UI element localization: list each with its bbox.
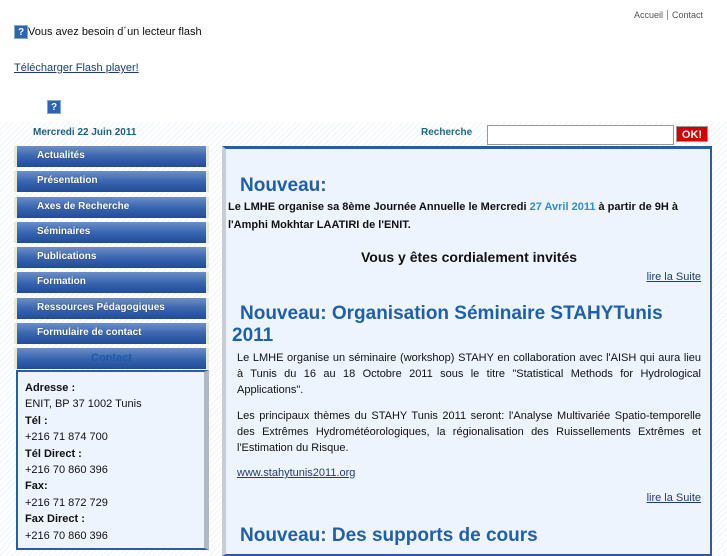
contact-box [16,370,209,550]
tel-value: +216 71 874 700 [25,431,108,444]
news-text-part: Le LMHE organise sa 8ème Journée Annuelle le Mercredi [228,201,530,213]
nav-seminaires[interactable]: Séminaires [14,222,209,243]
nav-publications[interactable]: Publications [14,247,209,268]
tel-label: Tél : [25,414,48,427]
contact-heading: Contact [14,348,209,369]
fax-direct-value: +216 70 860 396 [25,529,108,542]
read-more-link[interactable]: lire la Suite [646,271,701,283]
news-panel [222,146,712,556]
accueil-link[interactable]: Accueil [633,10,663,20]
news-text-part: à partir de 9H à l'Amphi Mokhtar LAATIRI de l'ENIT. [228,201,678,231]
download-flash-link[interactable]: Télécharger Flash player! [14,62,139,74]
tel-direct-value: +216 70 860 396 [25,464,108,477]
search-label: Recherche [421,127,473,138]
contact-link[interactable]: Contact [671,10,703,20]
missing-plugin-icon: ? [47,100,61,114]
missing-plugin-icon: ? [14,25,28,39]
search-input[interactable] [487,125,674,145]
flash-message: Vous avez besoin d´un lecteur flash [28,26,202,38]
flash-notice [14,25,202,39]
nav-presentation[interactable]: Présentation [14,171,209,192]
search-button[interactable]: OK! [676,126,708,142]
adresse-label: Adresse : [25,382,76,394]
top-links [634,10,703,20]
fax-value: +216 71 872 729 [25,496,108,509]
nav-ressources-pedagogiques[interactable]: Ressources Pédagogiques [14,298,209,319]
invitation-text: Vous y êtes cordialement invités [360,249,578,265]
news-date: 27 Avril 2011 [529,201,596,213]
header [0,0,727,122]
nav-actualites[interactable]: Actualités [14,146,209,167]
news-paragraph: Le LMHE organise un séminaire (workshop) STAHY en collaboration avec l'AISH qui aura lieu à Tunis du 16 au 18 Octobre 2011 sous le titre "Statistical Methods for Hydrological Applications". [237,352,701,396]
tel-direct-label: Tél Direct : [25,447,82,460]
news-title: Nouveau: Organisation Séminaire STAHYTunis 2011 [232,303,663,346]
news-title: Nouveau: [240,175,327,196]
adresse-value: ENIT, BP 37 1002 Tunis [25,398,142,411]
news-paragraph: Les principaux thèmes du STAHY Tunis 2011 seront: l'Analyse Multivariée Spatio-temporelle des Extrêmes Hydrométéorologiques, la régionalisation des Ruissellements Extrêmes et l'Estimation du Risque. [237,410,701,454]
sidebar-nav [14,146,209,369]
stahy-website-link[interactable]: www.stahytunis2011.org [237,467,356,479]
news-title: Nouveau: Des supports de cours [240,525,538,546]
nav-axes-de-recherche[interactable]: Axes de Recherche [14,197,209,218]
fax-direct-label: Fax Direct : [25,513,85,526]
nav-formation[interactable]: Formation [14,272,209,293]
fax-label: Fax: [25,480,48,493]
news-text [228,198,680,234]
nav-formulaire-contact[interactable]: Formulaire de contact [14,323,209,344]
read-more-link[interactable]: lire la Suite [646,492,701,504]
current-date: Mercredi 22 Juin 2011 [33,127,137,138]
